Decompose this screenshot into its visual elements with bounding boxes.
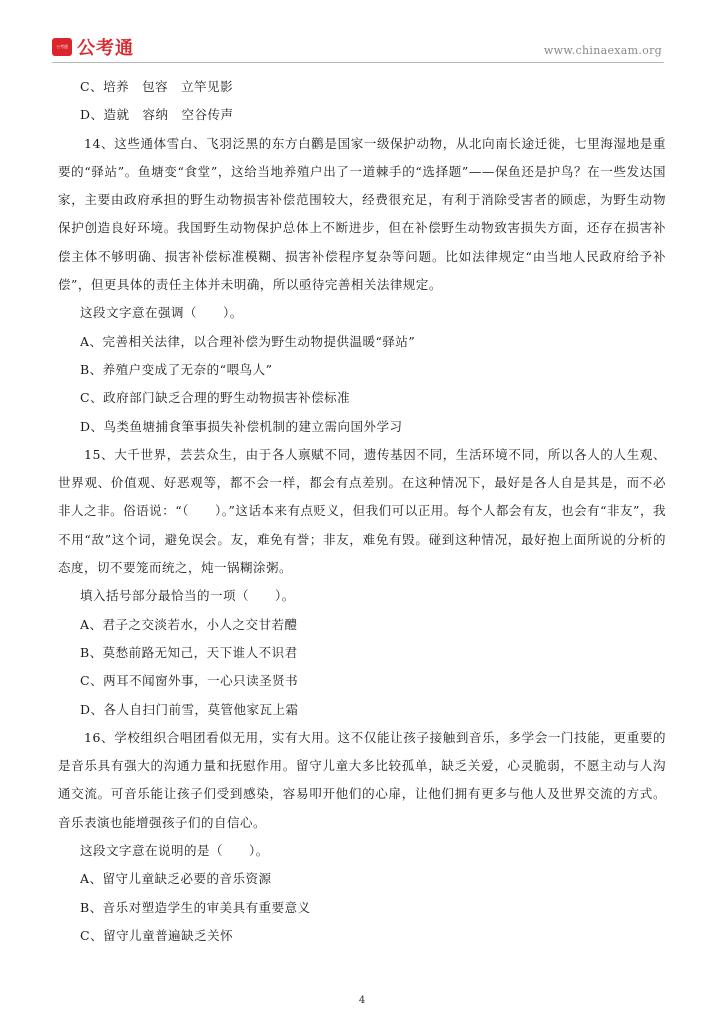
q15-stem: 填入括号部分最恰当的一项（ ）。 — [80, 588, 295, 604]
page-number: 4 — [358, 995, 366, 1006]
q14-passage: 14、这些通体雪白、飞羽泛黑的东方白鹳是国家一级保护动物，从北向南长途迁徙，七里海湿地是重要的“驿站”。鱼塘变“食堂”，这给当地养殖户出了一道棘手的“选择题”——保鱼还是护鸟？在一些发达国家，主要由政府承担的野生动物损害补偿范围较大，经费很充足，有利于消除受害者的顾虑，为野生动物保护创造良好环境。我国野生动物保护总体上不断进步，但在补偿野生动物致害损失方面，还存在损害补偿主体不够明确、损害补偿标准模糊、损害补偿程序复杂等问题。比如法律规定“由当地人民政府给予补偿”，但更具体的责任主体并未明确，所以亟待完善相关法律规定。 — [58, 135, 666, 293]
q15-passage: 15、大千世界，芸芸众生，由于各人禀赋不同，遗传基因不同，生活环境不同，所以各人的人生观、世界观、价值观、好恶观等，都不会一样，都会有点差别。在这种情况下，最好是各人自是其是，而不必非人之非。俗语说：“（ ）。”这话本来有点贬义，但我们可以正用。每个人都会有友，也会有“非友”，我不用“敌”这个词，避免误会。友，难免有誉；非友，难免有毁。碰到这种情况，最好抱上面所说的分析的态度，切不要笼而统之，炖一锅糊涂粥。 — [58, 446, 666, 576]
logo — [52, 34, 134, 60]
q15-option-c: C、两耳不闻窗外事，一心只读圣贤书 — [80, 673, 299, 689]
page-header — [52, 34, 662, 64]
q14-stem: 这段文字意在强调（ ）。 — [80, 305, 243, 321]
q16-option-b: B、音乐对塑造学生的审美具有重要意义 — [80, 899, 311, 915]
site-url[interactable]: www.chinaexam.org — [543, 44, 662, 57]
document-body — [58, 73, 666, 950]
q14-option-a: A、完善相关法律，以合理补偿为野生动物提供温暖“驿站” — [80, 333, 416, 349]
q16-option-a: A、留守儿童缺乏必要的音乐资源 — [80, 871, 272, 887]
q16-passage: 16、学校组织合唱团看似无用，实有大用。这不仅能让孩子接触到音乐，多学会一门技能，更重要的是音乐具有强大的沟通力量和抚慰作用。留守儿童大多比较孤单，缺乏关爱，心灵脆弱，不愿主动与人沟通交流。可音乐能让孩子们受到感染，容易叩开他们的心扉，让他们拥有更多与他人及世界交流的方式。音乐表演也能增强孩子们的自信心。 — [58, 729, 666, 830]
q16-stem: 这段文字意在说明的是（ ）。 — [80, 843, 269, 859]
logo-badge: 公考通 — [52, 38, 72, 56]
header-divider — [52, 62, 664, 63]
q14-option-b: B、养殖户变成了无奈的“喂鸟人” — [80, 361, 273, 377]
q15-option-a: A、君子之交淡若水，小人之交甘若醴 — [80, 616, 298, 632]
logo-text: 公考通 — [77, 38, 134, 59]
q15-option-d: D、各人自扫门前雪，莫管他家瓦上霜 — [80, 701, 299, 717]
q14-option-d: D、鸟类鱼塘捕食筆事损失补偿机制的建立需向国外学习 — [80, 418, 403, 434]
q15-option-b: B、莫愁前路无知己，天下谁人不识君 — [80, 644, 298, 660]
q14-option-c: C、政府部门缺乏合理的野生动物损害补偿标准 — [80, 390, 351, 406]
q13-option-c: C、培养 包容 立竿见影 — [80, 79, 234, 94]
q16-option-c: C、留守儿童普遍缺乏关怀 — [80, 927, 234, 943]
q13-option-d: D、造就 容纳 空谷传声 — [80, 107, 234, 123]
